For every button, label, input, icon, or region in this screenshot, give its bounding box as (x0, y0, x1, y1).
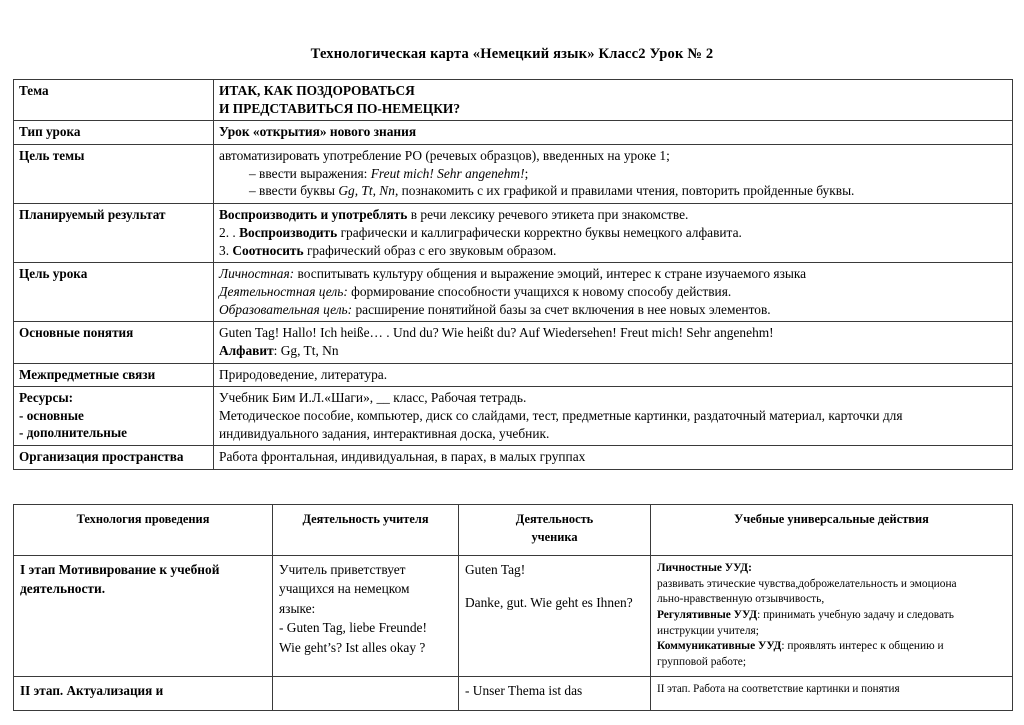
resursy-line-1: Учебник Бим И.Л.«Шаги», __ класс, Рабочая тетрадь. (219, 390, 527, 406)
student-activity-cell-2: - Unser Thema ist das (459, 677, 651, 711)
cel-temy-l3-post: , познакомить с их графикой и правилами чтения, повторить пройденные буквы. (394, 183, 855, 199)
row-value-organizaciya-prostranstva (214, 446, 1013, 470)
resursy-line-3: индивидуального задания, интерактивная доска, учебник. (219, 425, 550, 441)
row-label-cel-uroka: Цель урока (14, 263, 214, 322)
plan-l3-bold: Соотносить (232, 242, 304, 258)
table-row (14, 387, 1013, 446)
ponyatiya-line-2 (219, 342, 1007, 360)
teacher-line-3: языке: (279, 600, 316, 616)
plan-l3-pre: 3. (219, 242, 233, 258)
cel-temy-line-2 (219, 165, 1007, 183)
alfavit-letters: : Gg, Tt, Nn (273, 342, 339, 358)
resursy-label-osnovnye: - основные (19, 407, 84, 423)
cel-temy-l3-italic: Gg, Tt, Nn (338, 183, 395, 199)
student-cell-spacer (465, 579, 645, 593)
row-label-planiruemyi-rezultat: Планируемый результат (14, 204, 214, 263)
cel-uroka-line-2 (219, 283, 1007, 301)
plan-l2-rest: графически и каллиграфически корректно буквы немецкого алфавита. (337, 224, 742, 240)
cel-temy-l3-pre: – ввести буквы (249, 183, 339, 199)
cel-uroka-l1-rest: воспитывать культуру общения и выражение эмоций, интерес к стране изучаемого языка (294, 266, 807, 282)
uud-lichnostnye-line-1: развивать этические чувства,доброжелательность и эмоциона (657, 577, 957, 590)
table-row (14, 363, 1013, 387)
plan-line-2 (219, 224, 1007, 242)
stage-1-line-2: деятельности. (20, 581, 106, 597)
cel-uroka-l1-italic: Личностная: (219, 266, 295, 282)
teacher-line-4: - Guten Tag, liebe Freunde! (279, 620, 427, 636)
teacher-line-5: Wie geht’s? Ist alles okay ? (279, 639, 426, 655)
plan-l1-bold: Воспроизводить и употреблять (219, 207, 408, 223)
uud-cell-2: II этап. Работа на соответствие картинки и понятия (651, 677, 1013, 711)
tema-line-2: И ПРЕДСТАВИТЬСЯ ПО-НЕМЕЦКИ? (219, 100, 461, 116)
row-label-cel-temy: Цель темы (14, 145, 214, 204)
uud-kommunikativnye-line-2: групповой работе; (657, 655, 747, 668)
teacher-activity-cell-2 (273, 677, 459, 711)
cel-uroka-l3-rest: расширение понятийной базы за счет включения в нее новых элементов. (352, 301, 771, 317)
table-row (14, 80, 1013, 121)
uud-regulyativnye-label: Регулятивные УУД (657, 608, 758, 621)
table-row (14, 145, 1013, 204)
cel-uroka-line-1 (219, 265, 1007, 283)
table-row (14, 677, 1013, 711)
column-header-universal-actions: Учебные универсальные действия (651, 505, 1013, 556)
plan-l2-bold: Воспроизводить (239, 224, 338, 240)
student-line-2: Danke, gut. Wie geht es Ihnen? (465, 595, 633, 611)
cel-uroka-l2-italic: Деятельностная цель: (219, 283, 348, 299)
stages-header-row (14, 505, 1013, 556)
organizaciya-text: Работа фронтальная, индивидуальная, в парах, в малых группах (219, 449, 586, 465)
tema-line-1: ИТАК, КАК ПОЗДОРОВАТЬСЯ (219, 83, 415, 98)
svyazi-text: Природоведение, литература. (219, 366, 388, 382)
table-row (14, 322, 1013, 363)
alfavit-label: Алфавит (219, 342, 274, 358)
row-value-planiruemyi-rezultat (214, 204, 1013, 263)
table-row (14, 263, 1013, 322)
plan-l2-pre: 2. . (219, 224, 240, 240)
uud-kommunikativnye-line-1 (657, 639, 1007, 655)
resursy-line-2: Методическое пособие, компьютер, диск со слайдами, тест, предметные картинки, раздаточный материал, карточки для (219, 408, 903, 423)
cel-temy-l2-pre: – ввести выражения: (249, 165, 371, 181)
lesson-info-table (13, 79, 1013, 470)
cel-uroka-line-3 (219, 301, 1007, 319)
row-label-organizaciya-prostranstva: Организация пространства (14, 446, 214, 470)
uud-regulyativnye-text: : принимать учебную задачу и следовать (757, 608, 954, 621)
tip-uroka-text: Урок «открытия» нового знания (219, 124, 417, 140)
row-value-cel-temy (214, 145, 1013, 204)
teacher-activity-cell-1 (273, 556, 459, 677)
plan-line-1 (219, 206, 1007, 224)
table-row (14, 556, 1013, 677)
row-label-resursy (14, 387, 214, 446)
table-row (14, 121, 1013, 145)
plan-l3-rest: графический образ с его звуковым образом. (303, 242, 557, 258)
stage-cell-2: II этап. Актуализация и (14, 677, 273, 711)
column-header-student-activity (459, 505, 651, 556)
teacher-line-2: учащихся на немецком (279, 581, 410, 597)
cel-uroka-l2-rest: формирование способности учащихся к новому способу действия. (347, 283, 732, 299)
row-value-osnovnye-ponyatiya (214, 322, 1013, 363)
student-activity-cell-1 (459, 556, 651, 677)
plan-line-3 (219, 242, 1007, 260)
row-label-tip-uroka: Тип урока (14, 121, 214, 145)
column-header-teacher-activity: Деятельность учителя (273, 505, 459, 556)
row-value-tip-uroka (214, 121, 1013, 145)
cel-temy-l2-italic: Freut mich! Sehr angenehm! (370, 165, 525, 181)
row-value-cel-uroka (214, 263, 1013, 322)
uud-regulyativnye-line-2: инструкции учителя; (657, 624, 759, 637)
row-label-osnovnye-ponyatiya: Основные понятия (14, 322, 214, 363)
row-value-resursy (214, 387, 1013, 446)
student-activity-line-1: Деятельность (515, 512, 594, 527)
resursy-label-main: Ресурсы: (19, 390, 74, 406)
uud-lichnostnye-line-2: льно-нравственную отзывчивость, (657, 593, 825, 606)
table-spacer (13, 470, 1011, 504)
lesson-stages-table (13, 504, 1013, 711)
ponyatiya-line-1: Guten Tag! Hallo! Ich heiße… . Und du? Wie heißt du? Auf Wiedersehen! Freut mich! Sehr angenehm! (219, 325, 774, 341)
student-line-1: Guten Tag! (465, 562, 526, 578)
table-row (14, 446, 1013, 470)
table-row (14, 204, 1013, 263)
uud-lichnostnye-label: Личностные УУД: (657, 562, 752, 575)
uud-kommunikativnye-label: Коммуникативные УУД (657, 640, 782, 653)
column-header-technology: Технология проведения (14, 505, 273, 556)
uud-kommunikativnye-text: : проявлять интерес к общению и (781, 640, 944, 653)
uud-cell-1 (651, 556, 1013, 677)
cel-temy-line-3 (219, 182, 1007, 200)
teacher-line-1: Учитель приветствует (279, 562, 406, 578)
plan-l1-rest: в речи лексику речевого этикета при знакомстве. (407, 207, 689, 223)
uud-regulyativnye-line-1 (657, 608, 1007, 624)
stage-1-line-1: I этап Мотивирование к учебной (20, 562, 220, 578)
page-title: Технологическая карта «Немецкий язык» Класс2 Урок № 2 (310, 46, 714, 62)
row-label-mezhpredmetnye-svyazi: Межпредметные связи (14, 363, 214, 387)
stage-cell-1 (14, 556, 273, 677)
student-activity-line-2: ученика (531, 530, 578, 545)
resursy-label-dopolnitelnye: - дополнительные (19, 425, 128, 441)
row-label-tema: Тема (14, 80, 214, 121)
cel-temy-line-1: автоматизировать употребление РО (речевых образцов), введенных на уроке 1; (219, 148, 670, 164)
cel-uroka-l3-italic: Образовательная цель: (219, 301, 353, 317)
cel-temy-l2-post: ; (524, 165, 529, 181)
row-value-mezhpredmetnye-svyazi (214, 363, 1013, 387)
row-value-tema (214, 80, 1013, 121)
